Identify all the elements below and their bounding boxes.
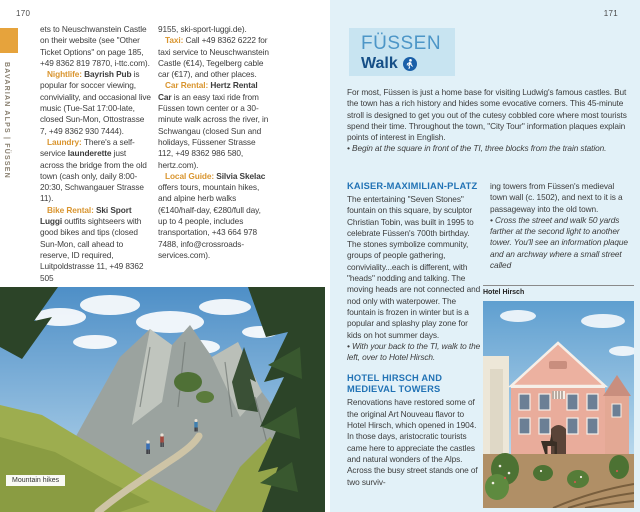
entrance-arch: [551, 425, 566, 454]
chapter-tab-marker: [0, 28, 18, 53]
section-heading-kaiser-maximilian-platz: KAISER-MAXIMILIAN-PLATZ: [347, 181, 478, 191]
page-number-right: 171: [603, 9, 618, 18]
paragraph-car-rental: Car Rental: Hertz Rental Car is an easy taxi ride from Füssen town center or a 30-minute walk across the river, in Schwangau (closed Sun and holidays, Füssener Strasse 112, +49 8362 986 580, hertz.com).: [158, 80, 269, 170]
paragraph-tickets: ets to Neuschwanstein Castle on their website (see "Other Ticket Options" on page 185, +49 8362 819 7870, i-ttc.com).: [40, 24, 150, 68]
taxi-label: Taxi:: [165, 35, 186, 46]
bike-rental-label: Bike Rental:: [47, 204, 96, 215]
hotel-photo-illustration: [483, 301, 634, 508]
car-rental-label: Car Rental:: [165, 80, 211, 91]
paragraph-taxi: Taxi: Call +49 8362 6222 for taxi service to Neuschwanstein Castle (€14), Tegelberg cable car (€17), and other places.: [158, 35, 269, 80]
section-body-kaiser: The entertaining "Seven Stones" fountain on this square, by sculptor Christian Tobin, was built in 1995 to celebrate Füssen's 700th birthday. The stones symbolize community, groups of people gathering, conviviality...each is different, with "heads" nodding and talking. The moving heads are not connected and nod only with waterpower. The fountain is frozen in winter but is a popular and splashy play zone for kids on hot summer days.: [347, 194, 481, 340]
walk-title: FÜSSEN: [361, 33, 442, 54]
mountain-photo-caption: Mountain hikes: [6, 475, 65, 486]
hotel-photo-caption: Hotel Hirsch: [483, 289, 525, 296]
section-body-hotel-hirsch: Renovations have restored some of the original Art Nouveau flavor to Hotel Hirsch, which opened in 1904. In those days, aristocratic tourists came here to appreciate the castles and natural wonders of the Alps. Across the busy street stands one of two surviv-: [347, 397, 478, 487]
mountain-photo: [0, 287, 325, 512]
paragraph-laundry: Laundry: There's a self-service launderette just across the bridge from the old town (cash only, daily 8:00-20:30, Schwangauer Strasse 11).: [40, 136, 147, 204]
page-number-left: 170: [16, 9, 31, 18]
pediment-plaque: [549, 361, 567, 369]
paragraph-bike-rental: Bike Rental: Ski Sport Luggi outfits sightseers with good bikes and tips (closed Sun-Mon, call ahead to reserve, ID required, Luitpoldstrasse 11, +49 8362 505: [40, 204, 144, 283]
section-heading-hotel-hirsch: HOTEL HIRSCH AND MEDIEVAL TOWERS: [347, 373, 443, 395]
ledge-shrub: [196, 391, 214, 403]
paragraph-nightlife: Nightlife: Bayrish Pub is popular for soccer viewing, conviviality, and occasional live music (Tue-Sat 17:00-late, closed Sun-Mon, Ottostrasse 7, +49 8362 930 7444).: [40, 69, 151, 136]
ledge-tree: [174, 372, 202, 392]
laundry-label: Laundry:: [47, 136, 84, 147]
right-page: [330, 0, 640, 512]
bullet-direction-hotel-hirsch: • With your back to the TI, walk to the left, over to Hotel Hirsch.: [347, 340, 481, 363]
bullet-direction-cross-street: • Cross the street and walk 50 yards farther at the second light to another tower. You'll see an information plaque and an archway where a small street called: [490, 214, 628, 271]
left-column-2: [158, 24, 270, 261]
sidebar-vertical-label: BAVARIAN ALPS | FÜSSEN: [3, 62, 10, 179]
section-body-hotel-hirsch-continuation: ing towers from Füssen's medieval town wall (c. 1502), and next to it is a passageway into the old town.: [490, 181, 623, 214]
left-column-1: [40, 24, 152, 284]
caption-divider: [483, 285, 634, 286]
tower-window: [612, 404, 621, 417]
hotel-hirsch-photo: [483, 285, 634, 508]
walker-icon: [403, 57, 417, 71]
paragraph-bike-rental-cont: 9155, ski-sport-luggi.de).: [158, 24, 247, 34]
cornice: [511, 385, 605, 388]
intro-bullet-direction: • Begin at the square in front of the TI, three blocks from the train station.: [347, 143, 607, 154]
right-column-2: [490, 181, 631, 271]
intro-paragraph: For most, Füssen is just a home base for visiting Ludwig's famous castles. But the town has a rich history and hides some evocative corners. This 45-minute stroll is designed to get you out of the cutesy cobbled core where most tourists spend their time. Throughout the town, "City Tour" information plaques explain points of interest in English.: [347, 87, 627, 143]
walk-subtitle: Walk: [361, 55, 398, 72]
nightlife-label: Nightlife:: [47, 69, 85, 80]
local-guide-label: Local Guide:: [165, 170, 217, 181]
paragraph-local-guide: Local Guide: Silvia Skelac offers tours, mountain hikes, and alpine herb walks (€140/half-day, €280/full day, up to 4 people, includes transportation, +43 664 978 7488, info@crossroads-services.com).: [158, 170, 266, 260]
right-column-1: [347, 181, 481, 488]
walk-intro: [347, 87, 634, 155]
walk-section-header: [349, 28, 455, 76]
